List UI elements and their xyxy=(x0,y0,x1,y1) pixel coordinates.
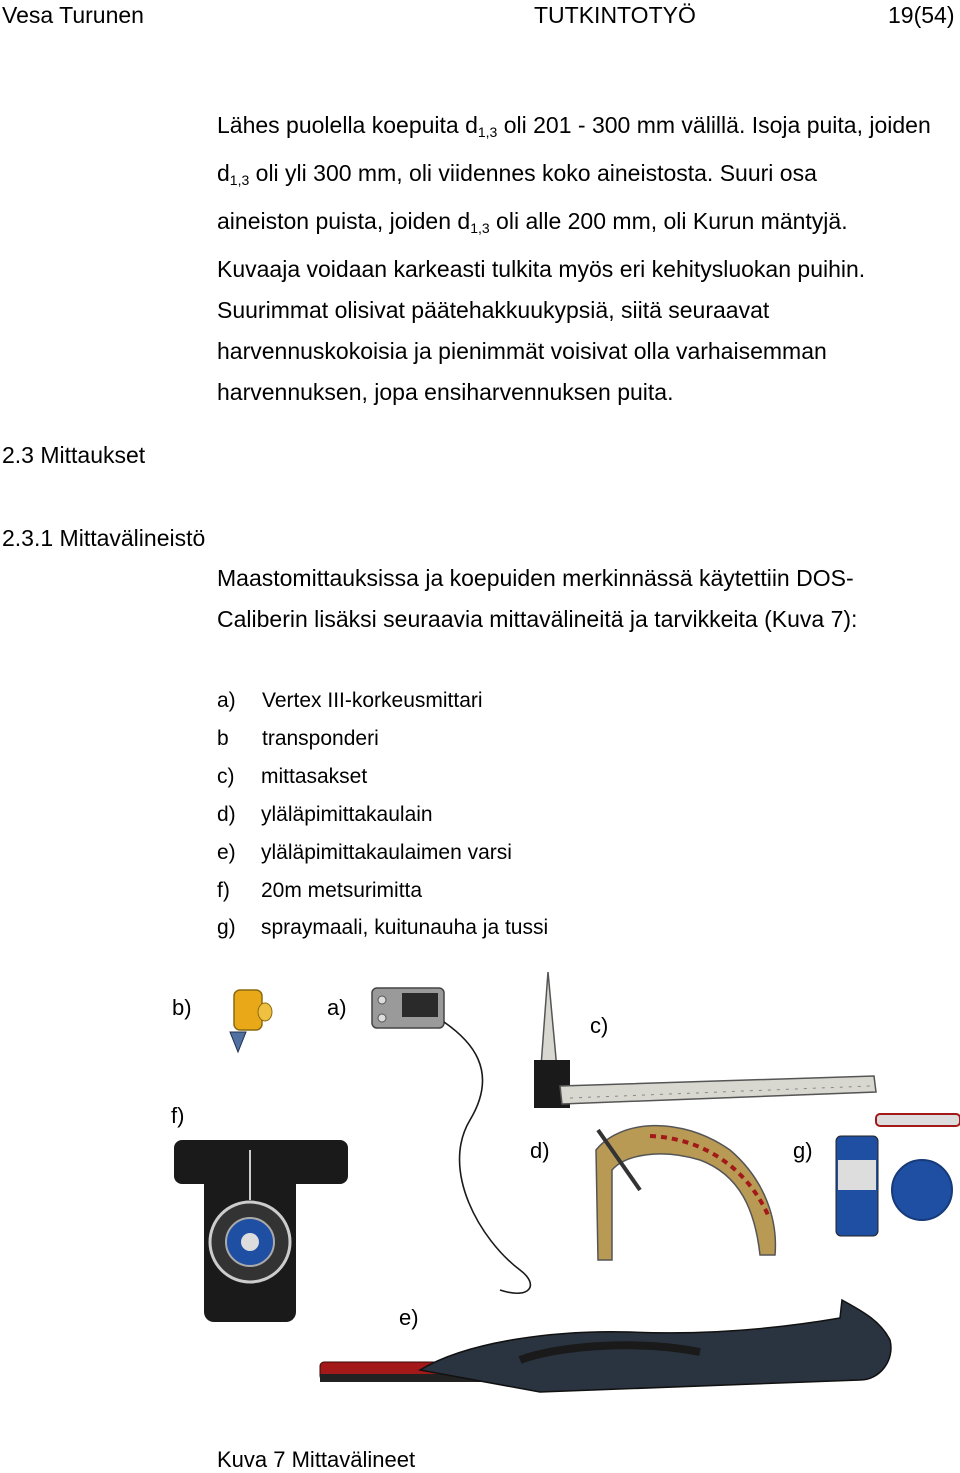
figure-label-f: f) xyxy=(171,1103,185,1128)
list-item: g) spraymaali, kuitunauha ja tussi xyxy=(217,916,549,939)
tape-measure-illustration xyxy=(174,1140,348,1322)
intro-line-1: Lähes puolella koepuita $d_{1,3}$ oli 201 - 300 mm välillä. Isoja puita, joiden xyxy=(217,112,931,140)
upper-caliper-illustration xyxy=(596,1126,775,1260)
figure-label-b: b) xyxy=(172,995,192,1020)
list-item: c) mittasakset xyxy=(217,765,368,788)
intro-line-4: Kuvaaja voidaan karkeasti tulkita myös eri kehitysluokan puihin. xyxy=(217,256,866,282)
body-line-1: Maastomittauksissa ja koepuiden merkinnässä käytettiin DOS- xyxy=(217,565,854,591)
vertex-illustration xyxy=(372,988,530,1293)
marking-supplies-illustration xyxy=(836,1114,960,1236)
figure-label-c: c) xyxy=(590,1013,609,1038)
list-item: d) yläläpimittakaulain xyxy=(217,803,433,826)
header-page-number: 19(54) xyxy=(888,2,955,28)
figure-label-g: g) xyxy=(793,1138,813,1163)
intro-line-7: harvennuksen, jopa ensiharvennuksen puita. xyxy=(217,379,674,405)
header-doc-type: TUTKINTOTYÖ xyxy=(534,2,696,28)
intro-line-3: aineiston puista, joiden $d_{1,3}$ oli alle 200 mm, oli Kurun mäntyjä. xyxy=(217,208,848,236)
header-author: Vesa Turunen xyxy=(2,2,144,28)
list-item: a) Vertex III-korkeusmittari xyxy=(217,689,483,712)
body-line-2: Caliberin lisäksi seuraavia mittavälineitä ja tarvikkeita (Kuva 7): xyxy=(217,606,858,632)
figure-label-e: e) xyxy=(399,1305,419,1330)
section-heading: 2.3 Mittaukset xyxy=(2,442,146,468)
figure-label-a: a) xyxy=(327,995,347,1020)
intro-line-2: $d_{1,3}$ oli yli 300 mm, oli viidennes koko aineistosta. Suuri osa xyxy=(217,160,817,188)
list-item: f) 20m metsurimitta xyxy=(217,879,423,902)
subsection-heading: 2.3.1 Mittavälineistö xyxy=(2,525,206,551)
figure-caption: Kuva 7 Mittavälineet xyxy=(217,1447,416,1472)
list-item: b transponderi xyxy=(217,727,379,750)
intro-line-6: harvennuskokoisia ja pienimmät voisivat olla varhaisemman xyxy=(217,338,827,364)
intro-line-5: Suurimmat olisivat päätehakkuukypsiä, siitä seuraavat xyxy=(217,297,770,323)
caliper-illustration xyxy=(534,972,876,1108)
figure-label-d: d) xyxy=(530,1138,550,1163)
list-item: e) yläläpimittakaulaimen varsi xyxy=(217,841,512,864)
transponder-illustration xyxy=(230,990,272,1052)
